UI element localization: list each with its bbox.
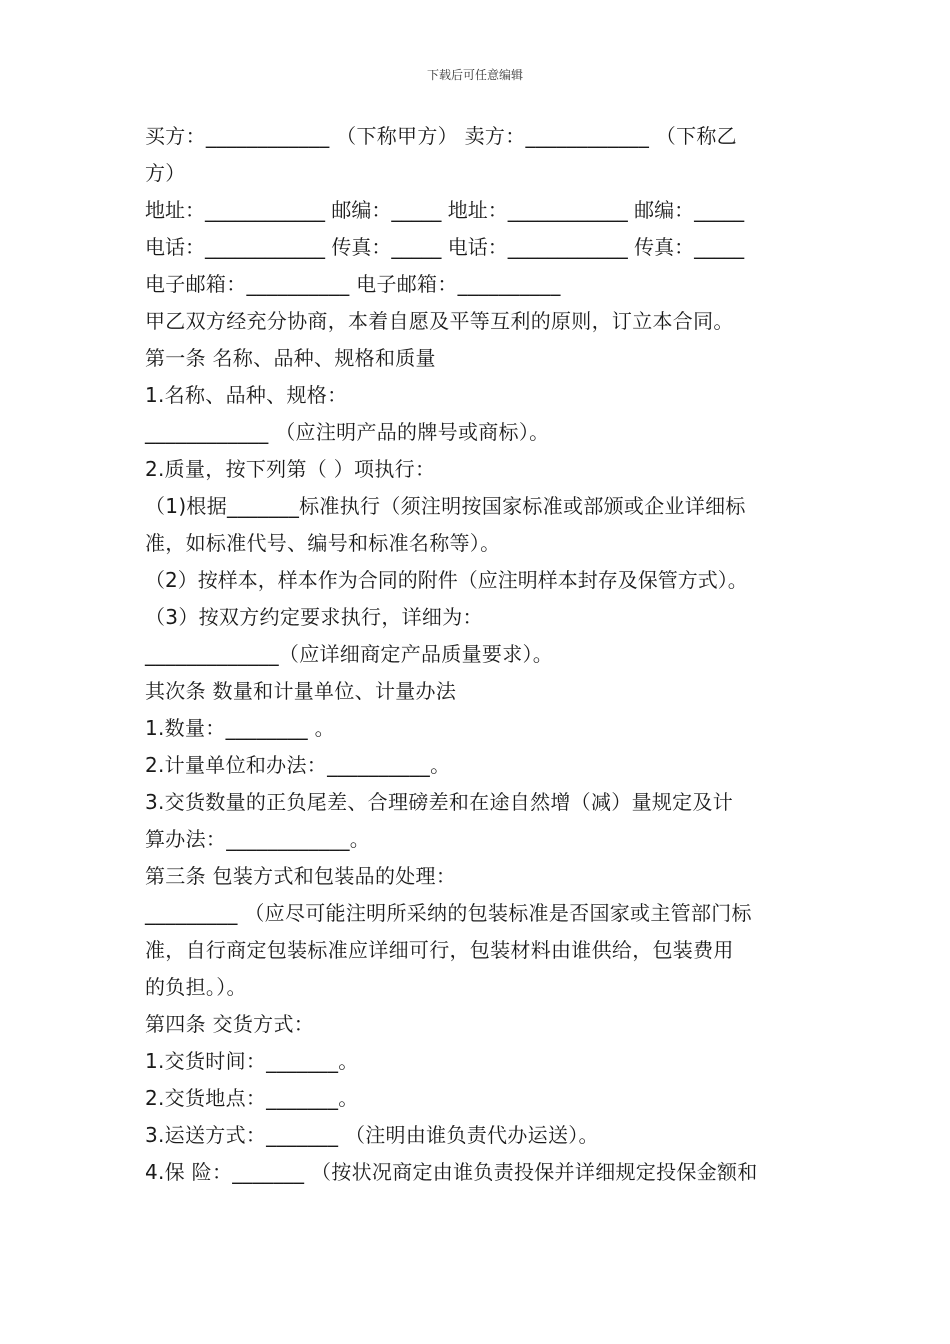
article-4-item-4: 4.保 险：_______ （按状况商定由谁负责投保并详细规定投保金额和 bbox=[145, 1160, 758, 1184]
article-3-heading: 第三条 包装方式和包装品的处理： bbox=[145, 864, 457, 888]
email-line: 电子邮箱：__________ 电子邮箱：__________ bbox=[145, 272, 561, 296]
article-2-item-3: 3.交货数量的正负尾差、合理磅差和在途自然增（减）量规定及计 bbox=[145, 790, 734, 814]
article-1-option-3: （3）按双方约定要求执行，详细为： bbox=[145, 605, 483, 629]
article-4-item-2: 2.交货地点：_______。 bbox=[145, 1086, 359, 1110]
article-4-item-3: 3.运送方式：_______ （注明由谁负责代办运送）。 bbox=[145, 1123, 599, 1147]
document-body bbox=[145, 118, 815, 1191]
address-line: 地址：____________ 邮编：_____ 地址：____________ 邮编：_____ bbox=[145, 198, 745, 222]
page-header: 下载后可任意编辑 bbox=[426, 68, 523, 82]
buyer-seller-line: 买方：____________ （下称甲方） 卖方：____________ （下称乙 bbox=[145, 124, 737, 148]
article-1-heading: 第一条 名称、品种、规格和质量 bbox=[145, 346, 436, 370]
article-4-item-1: 1.交货时间：_______。 bbox=[145, 1049, 359, 1073]
article-1-item-1-detail: ____________ （应注明产品的牌号或商标）。 bbox=[145, 420, 550, 444]
article-4-heading: 第四条 交货方式： bbox=[145, 1012, 315, 1036]
article-1-option-3-detail: _____________（应详细商定产品质量要求）。 bbox=[145, 642, 554, 666]
article-3-detail-cont: 准，自行商定包装标准应详细可行，包装材料由谁供给，包装费用 bbox=[145, 938, 734, 962]
article-2-heading: 其次条 数量和计量单位、计量办法 bbox=[145, 679, 457, 703]
article-1-item-2: 2.质量，按下列第（ ）项执行： bbox=[145, 457, 436, 481]
article-3-detail: _________ （应尽可能注明所采纳的包装标准是否国家或主管部门标 bbox=[145, 901, 752, 925]
article-1-option-1: （1)根据_______标准执行（须注明按国家标准或部颁或企业详细标 bbox=[145, 494, 746, 518]
article-1-item-1: 1.名称、品种、规格： bbox=[145, 383, 348, 407]
phone-line: 电话：____________ 传真：_____ 电话：____________ 传真：_____ bbox=[145, 235, 745, 259]
article-2-item-2: 2.计量单位和办法：__________。 bbox=[145, 753, 451, 777]
article-1-option-2: （2）按样本，样本作为合同的附件（应注明样本封存及保管方式）。 bbox=[145, 568, 748, 592]
article-2-item-3-cont: 算办法：____________。 bbox=[145, 827, 371, 851]
buyer-seller-line-cont: 方） bbox=[145, 161, 186, 185]
preamble-line: 甲乙双方经充分协商，本着自愿及平等互利的原则，订立本合同。 bbox=[145, 309, 734, 333]
article-1-option-1-cont: 准，如标准代号、编号和标准名称等）。 bbox=[145, 531, 501, 555]
article-3-detail-end: 的负担。）。 bbox=[145, 975, 247, 999]
article-2-item-1: 1.数量：________ 。 bbox=[145, 716, 335, 740]
